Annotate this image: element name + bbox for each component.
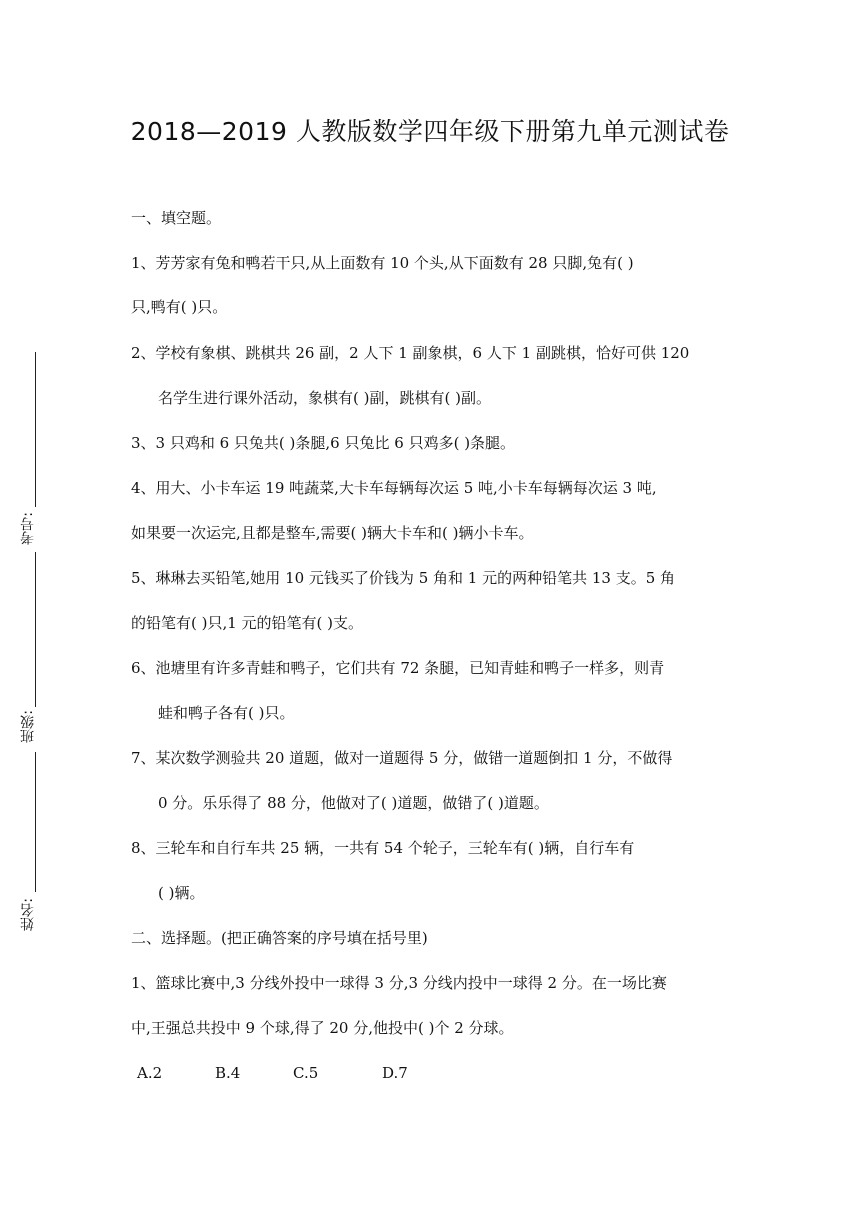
- q5-line2: 的铅笔有( )只,1 元的铅笔有( )支。: [131, 614, 364, 632]
- q6-line1: 6、池塘里有许多青蛙和鸭子，它们共有 72 条腿，已知青蛙和鸭子一样多，则青: [131, 659, 665, 677]
- class-label: 班级:: [20, 710, 36, 743]
- q2-line2: 名学生进行课外活动，象棋有( )副，跳棋有( )副。: [158, 389, 491, 407]
- q4-line2: 如果要一次运完,且都是整车,需要( )辆大卡车和( )辆小卡车。: [131, 524, 534, 542]
- option-d: D.7: [382, 1064, 408, 1082]
- binding-line-mid: [35, 552, 36, 707]
- q7-line2: 0 分。乐乐得了 88 分，他做对了( )道题，做错了( )道题。: [158, 794, 549, 812]
- q6-line2: 蛙和鸭子各有( )只。: [158, 704, 295, 722]
- binding-line-top: [35, 352, 36, 507]
- page-title: 2018—2019 人教版数学四年级下册第九单元测试卷: [130, 117, 730, 146]
- s2-q1-line2: 中,王强总共投中 9 个球,得了 20 分,他投中( )个 2 分球。: [131, 1019, 514, 1037]
- option-c: C.5: [293, 1064, 319, 1082]
- q8-line2: ( )辆。: [158, 884, 205, 902]
- option-b: B.4: [215, 1064, 241, 1082]
- q5-line1: 5、琳琳去买铅笔,她用 10 元钱买了价钱为 5 角和 1 元的两种铅笔共 13 支。5 角: [131, 569, 676, 587]
- q4-line1: 4、用大、小卡车运 19 吨蔬菜,大卡车每辆每次运 5 吨,小卡车每辆每次运 3 吨,: [131, 479, 657, 497]
- q8-line1: 8、三轮车和自行车共 25 辆，一共有 54 个轮子，三轮车有( )辆，自行车有: [131, 839, 635, 857]
- q2-line1: 2、学校有象棋、跳棋共 26 副，2 人下 1 副象棋，6 人下 1 副跳棋，恰好可供 120: [131, 344, 690, 362]
- name-label: 姓名:: [20, 898, 36, 931]
- s2-q1-line1: 1、篮球比赛中,3 分线外投中一球得 3 分,3 分线内投中一球得 2 分。在一场比赛: [131, 974, 667, 992]
- binding-line-bottom: [35, 752, 36, 892]
- q3-line1: 3、3 只鸡和 6 只兔共( )条腿,6 只兔比 6 只鸡多( )条腿。: [131, 434, 516, 452]
- q1-line1: 1、芳芳家有兔和鸭若干只,从上面数有 10 个头,从下面数有 28 只脚,兔有( ): [131, 254, 634, 272]
- q1-line2: 只,鸭有( )只。: [131, 298, 228, 316]
- section2-heading: 二、选择题。(把正确答案的序号填在括号里): [131, 929, 428, 947]
- q7-line1: 7、某次数学测验共 20 道题，做对一道题得 5 分，做错一道题倒扣 1 分，不做得: [131, 749, 673, 767]
- exam-number-label: 考号:: [20, 512, 36, 545]
- section1-heading: 一、填空题。: [131, 209, 222, 227]
- option-a: A.2: [137, 1064, 163, 1082]
